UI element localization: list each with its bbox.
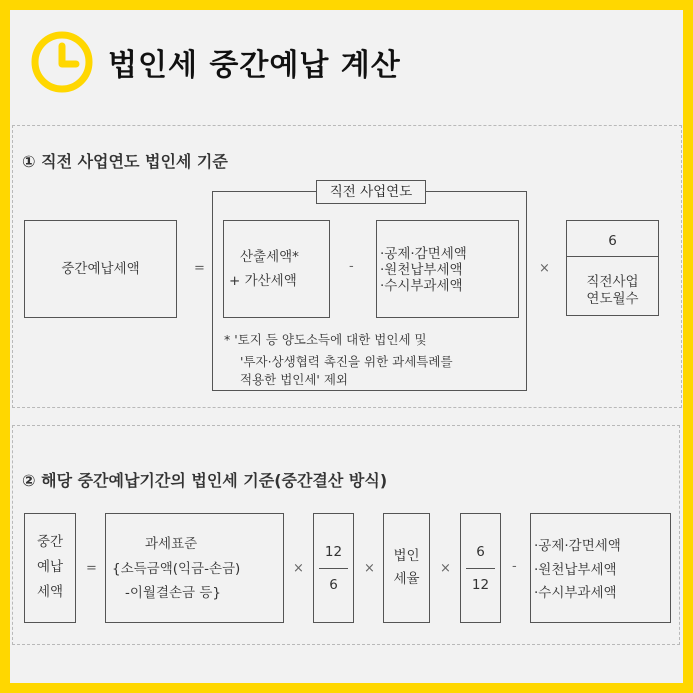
interim-tax-line-1: 중간 [36,534,64,550]
interim-tax-label: 중간예납세액 [61,261,140,277]
deduction-line-2: ·원천납부세액 [380,262,463,278]
tax-rate-line-1: 법인 [393,548,420,564]
footnote-line-1: * '토지 등 양도소득에 대한 법인세 및 [224,332,427,347]
minus-sign: - [349,259,354,274]
deduction-line-3: ·수시부과세액 [380,278,463,294]
deduction-line-1: ·공제·감면세액 [380,246,467,262]
section-2-heading: ② 해당 중간예납기간의 법인세 기준(중간결산 방식) [22,471,388,490]
calculated-tax-line-2: + 가산세액 [229,273,297,289]
fraction-2-numerator: 6 [476,544,485,560]
times-sign-1: × [293,561,304,576]
interim-tax-line-3: 세액 [36,584,64,600]
calculated-tax-line-1: 산출세액* [240,249,299,265]
fraction-1-denominator: 6 [329,577,338,593]
page-title: 법인세 중간예납 계산 [108,48,401,83]
calculated-tax-box [223,220,330,318]
tax-base-line-2: {소득금액(익금-손금) [112,561,241,577]
tax-base-line-3: -이월결손금 등} [125,585,221,601]
interim-tax-line-2: 예납 [36,559,64,575]
deduction-2-line-2: ·원천납부세액 [534,562,617,578]
tax-rate-box [383,513,430,623]
fraction-2-denominator: 12 [471,577,490,593]
fraction-1-numerator: 12 [324,544,343,560]
section-1-heading: ① 직전 사업연도 법인세 기준 [22,152,228,171]
deduction-2-line-1: ·공제·감면세액 [534,538,621,554]
tax-rate-line-2: 세율 [393,571,420,587]
times-sign-3: × [440,561,451,576]
minus-sign-2: - [512,559,517,574]
fraction-numerator: 6 [608,233,617,249]
fraction-denominator-line-1: 직전사업 [586,274,639,290]
equals-sign-2: = [86,561,97,576]
tax-base-line-1: 과세표준 [145,536,198,552]
footnote-line-2: '투자·상생협력 촉진을 위한 과세특례를 [240,354,453,369]
clock-icon [30,30,94,94]
fraction-2-bar [466,568,495,569]
times-sign: × [539,261,550,276]
fraction-1-bar [319,568,348,569]
fraction-bar [566,256,659,257]
deduction-2-line-3: ·수시부과세액 [534,585,617,601]
footnote-line-3: 적용한 법인세' 제외 [240,372,348,387]
equals-sign: = [194,261,205,276]
prior-year-label: 직전 사업연도 [316,180,426,204]
fraction-denominator-line-2: 연도월수 [586,291,639,307]
times-sign-2: × [364,561,375,576]
